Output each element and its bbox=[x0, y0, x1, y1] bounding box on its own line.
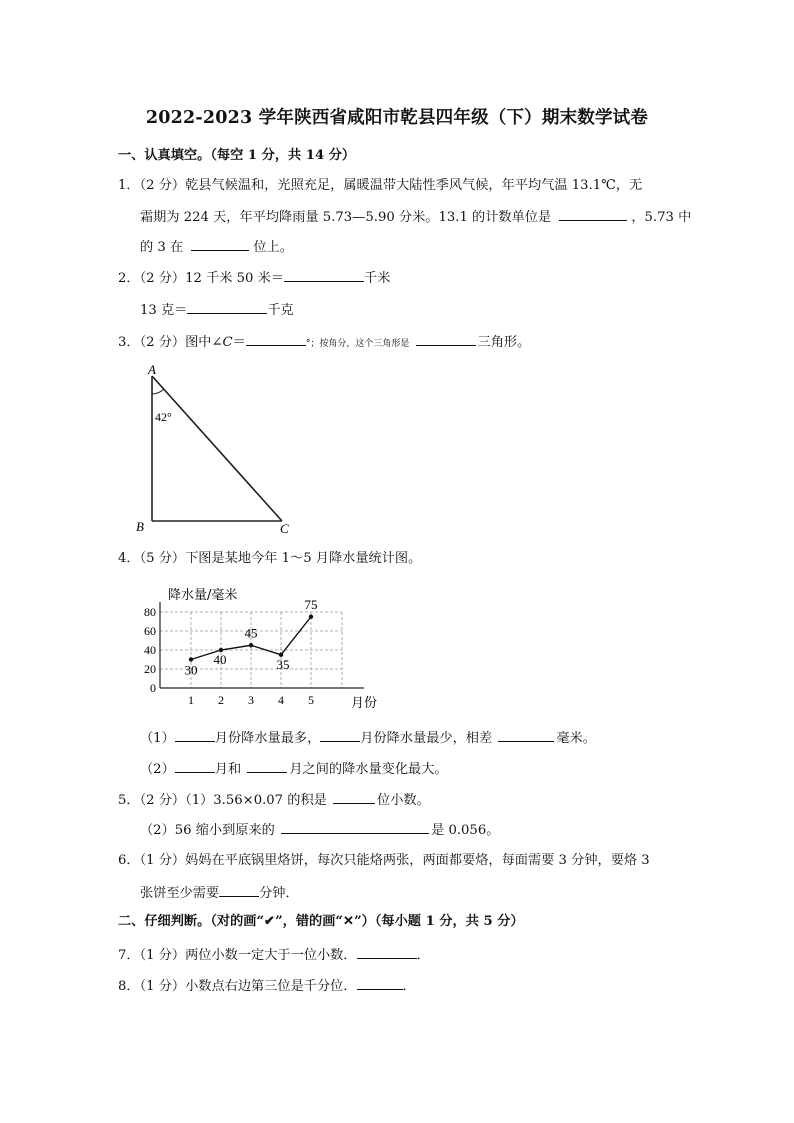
q6-line1: 6．（1 分）妈妈在平底锅里烙饼，每次只能烙两张，两面都要烙，每面需要 3 分钟，要烙 3 bbox=[118, 853, 650, 868]
q5-line1-text: 5．（2 分）（1）3.56×0.07 的积是 bbox=[118, 793, 327, 808]
q7-line bbox=[118, 944, 430, 966]
q4-sub2-num: （2） bbox=[140, 762, 175, 777]
q1-line1: 1．（2 分）乾县气候温和，光照充足，属暖温带大陆性季风气候，年平均气温 13.1℃，无 bbox=[118, 178, 643, 193]
chart-data-label-5: 75 bbox=[304, 596, 318, 612]
q6-line2-text: 张饼至少需要 bbox=[140, 886, 220, 901]
q2-line2-tail: 千克 bbox=[267, 303, 294, 318]
vertex-c-label: C bbox=[280, 521, 289, 536]
chart-data-label-1: 30 bbox=[184, 662, 198, 678]
vertex-b-label: B bbox=[136, 519, 144, 534]
q4-sub2 bbox=[140, 758, 448, 780]
q4-line: 4．（5 分）下图是某地今年 1～5 月降水量统计图。 bbox=[118, 551, 422, 566]
q4-sub1 bbox=[140, 727, 596, 749]
q1-line3 bbox=[140, 236, 293, 258]
q4-sub2-text-c: 月之间的降水量变化最大。 bbox=[289, 762, 448, 777]
chart-data-label-2: 40 bbox=[213, 652, 227, 667]
q2-line2-text: 13 克＝ bbox=[140, 303, 188, 318]
q5-line1 bbox=[118, 789, 430, 811]
q2-line1-text: 2．（2 分）12 千米 50 米＝ bbox=[118, 271, 285, 286]
chart-marks bbox=[185, 597, 318, 678]
chart-xtick-4: 4 bbox=[278, 693, 284, 707]
q1-line3-tail: 位上。 bbox=[253, 240, 293, 255]
chart-ylabel: 降水量/毫米 bbox=[168, 588, 238, 603]
section-2-heading: 二、仔细判断。（对的画“✔”，错的画“✕”）（每小题 1 分，共 5 分） bbox=[118, 914, 524, 929]
q3-text-a: 3．（2 分）图中∠ bbox=[118, 335, 223, 350]
q4-blank-5[interactable] bbox=[247, 758, 287, 773]
q8-blank[interactable] bbox=[357, 975, 403, 990]
q3-angle-label: C bbox=[222, 335, 233, 350]
q6-line2 bbox=[140, 882, 299, 904]
q8-line bbox=[118, 975, 416, 997]
chart-point-1 bbox=[189, 657, 193, 661]
chart-ytick-60: 60 bbox=[144, 624, 156, 638]
chart-data-label-3: 45 bbox=[244, 625, 258, 641]
precipitation-chart bbox=[132, 580, 392, 715]
q4-sub1-text-b: 月份降水量最多， bbox=[214, 731, 321, 746]
triangle-side-ac bbox=[152, 376, 282, 521]
q3-text-d: °；按角分，这个三角形是 bbox=[305, 339, 410, 349]
q5-line2-text: （2）56 缩小到原来的 bbox=[140, 823, 275, 838]
chart-ytick-0: 0 bbox=[150, 681, 156, 695]
q5-blank-2[interactable] bbox=[281, 819, 429, 834]
angle-a-value: 42° bbox=[155, 410, 172, 424]
q4-blank-2[interactable] bbox=[320, 727, 360, 742]
chart-data-label-4: 35 bbox=[276, 656, 290, 672]
chart-ytick-20: 20 bbox=[144, 662, 156, 676]
chart-ytick-80: 80 bbox=[144, 605, 156, 619]
q6-blank[interactable] bbox=[219, 882, 259, 897]
chart-xtick-5: 5 bbox=[308, 693, 314, 707]
q4-sub2-text-b: 月和 bbox=[214, 762, 242, 777]
angle-a-arc bbox=[152, 389, 164, 394]
q8-text: 8．（1 分）小数点右边第三位是千分位． bbox=[118, 979, 357, 994]
chart-point-5 bbox=[309, 615, 313, 619]
q4-blank-1[interactable] bbox=[175, 727, 215, 742]
triangle-figure bbox=[132, 360, 302, 540]
chart-xlabel: 月份 bbox=[351, 696, 378, 711]
chart-point-3 bbox=[249, 643, 253, 647]
q4-sub1-text-c: 月份降水量最少，相差 bbox=[360, 731, 493, 746]
q5-line2-tail: 是 0.056。 bbox=[431, 823, 500, 838]
q2-line1 bbox=[118, 267, 390, 289]
q1-blank-2[interactable] bbox=[191, 236, 249, 251]
chart-xtick-3: 3 bbox=[248, 693, 254, 707]
q2-blank-1[interactable] bbox=[284, 267, 364, 282]
page-title: 2022-2023 学年陕西省咸阳市乾县四年级（下）期末数学试卷 bbox=[145, 108, 649, 128]
q5-blank-1[interactable] bbox=[333, 789, 375, 804]
q1-blank-1[interactable] bbox=[559, 206, 627, 221]
q2-blank-2[interactable] bbox=[187, 299, 267, 314]
q3-text-b: ＝ bbox=[232, 335, 246, 350]
chart-axes bbox=[144, 602, 364, 707]
q2-line2 bbox=[140, 299, 294, 321]
q1-line2-text: 霜期为 224 天，年平均降雨量 5.73—5.90 分米。13.1 的计数单位是 bbox=[140, 210, 552, 225]
q4-sub1-num: （1） bbox=[140, 731, 175, 746]
vertex-a-label: A bbox=[148, 362, 156, 377]
q3-text-e: 三角形。 bbox=[477, 335, 531, 350]
q3-blank-1[interactable] bbox=[246, 331, 306, 346]
q1-line2-tail: ，5.73 中 bbox=[631, 210, 692, 225]
q7-text: 7．（1 分）两位小数一定大于一位小数． bbox=[118, 948, 357, 963]
q4-blank-3[interactable] bbox=[498, 727, 554, 742]
q6-line2-tail: 分钟． bbox=[259, 886, 299, 901]
q1-line3-text: 的 3 在 bbox=[140, 240, 184, 255]
q5-line1-tail: 位小数。 bbox=[377, 793, 430, 808]
q7-blank[interactable] bbox=[357, 944, 417, 959]
chart-ytick-40: 40 bbox=[144, 643, 156, 657]
chart-xtick-2: 2 bbox=[218, 693, 224, 707]
section-1-heading: 一、认真填空。（每空 1 分，共 14 分） bbox=[118, 148, 356, 163]
q3-blank-2[interactable] bbox=[416, 331, 476, 346]
q8-tail: ． bbox=[402, 979, 416, 994]
chart-xtick-1: 1 bbox=[188, 693, 194, 707]
q2-line1-tail: 千米 bbox=[364, 271, 391, 286]
q3-line bbox=[118, 331, 530, 354]
q5-line2 bbox=[140, 819, 499, 841]
q4-blank-4[interactable] bbox=[175, 758, 215, 773]
q7-tail: ． bbox=[416, 948, 430, 963]
q4-sub1-text-d: 毫米。 bbox=[556, 731, 596, 746]
q1-line2 bbox=[140, 206, 691, 228]
